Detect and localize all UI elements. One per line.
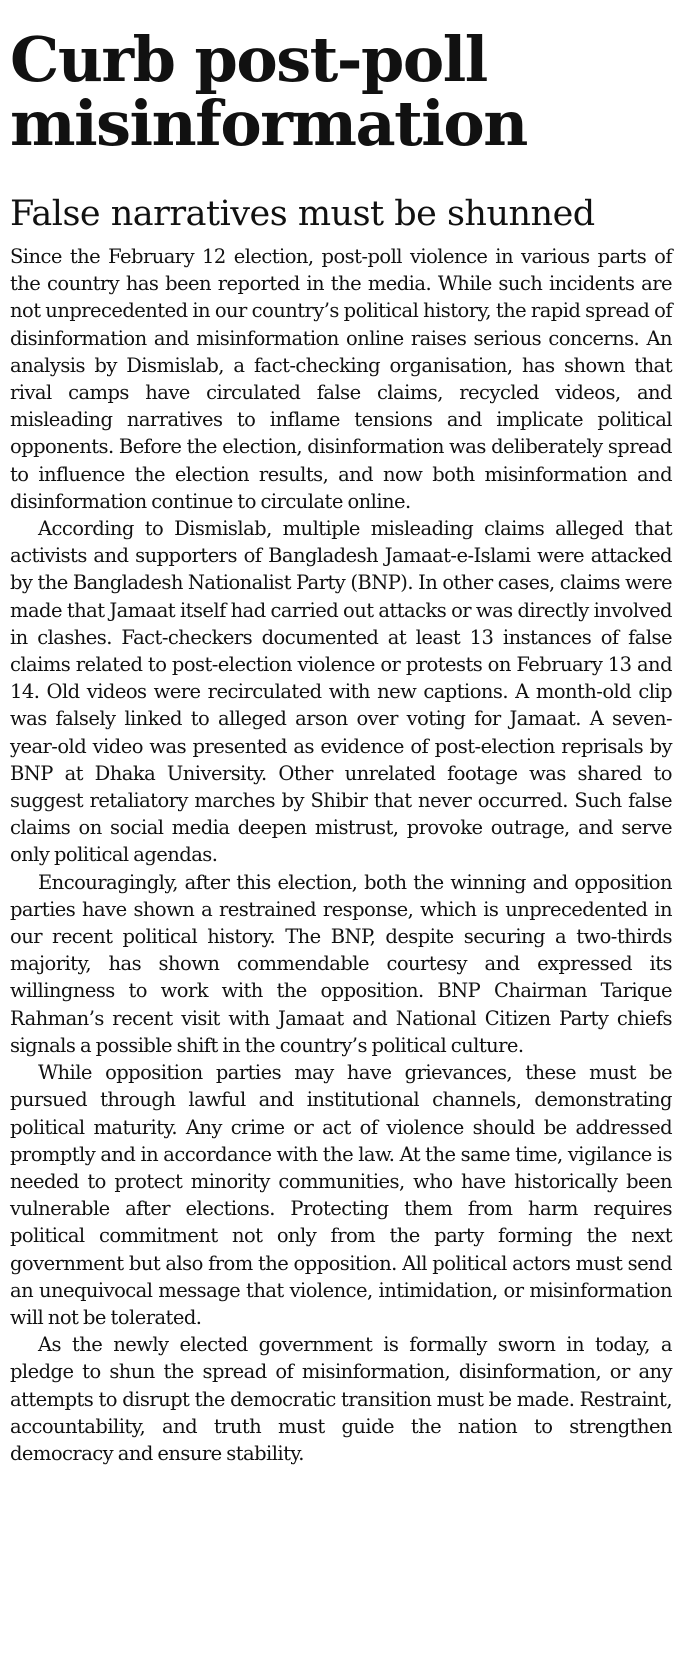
paragraph-1: Since the February 12 election, post-poll violence in various parts of the country has been reported in the media. While such incidents are not unprecedented in our country’s political history, the rapid spread of disinformation and misinformation online raises serious concerns. An analysis by Dismislab, a fact-checking organisation, has shown that rival camps have circulated false claims, recycled videos, and misleading narratives to inflame tensions and implicate political opponents. Before the election, disinformation was deliberately spread to influence the election results, and now both misinformation and disinformation continue to circulate online. [10,245,672,513]
paragraph-5: As the newly elected government is formally sworn in today, a pledge to shun the spread of misinformation, disinformation, or any attempts to disrupt the democratic transition must be made. Restraint, accountability, and truth must guide the nation to strengthen democracy and ensure stability. [10,1333,672,1465]
paragraph-3: Encouragingly, after this election, both the winning and opposition parties have shown a restrained response, which is unprecedented in our recent political history. The BNP, despite securing a two-thirds majority, has shown commendable courtesy and expressed its willingness to work with the opposition. BNP Chairman Tarique Rahman’s recent visit with Jamaat and National Citizen Party chiefs signals a possible shift in the country’s political culture. [10,870,672,1057]
paragraph-2: According to Dismislab, multiple misleading claims alleged that activists and supporters of Bangladesh Jamaat-e-Islami were attacked by the Bangladesh Nationalist Party (BNP). In other cases, claims were made that Jamaat itself had carried out attacks or was directly involved in clashes. Fact-checkers documented at least 13 instances of false claims related to post-election violence or protests on February 13 and 14. Old videos were recirculated with new captions. A month-old clip was falsely linked to alleged arson over voting for Jamaat. A seven-year-old video was presented as evidence of post-election reprisals by BNP at Dhaka University. Other unrelated footage was shared to suggest retaliatory marches by Shibir that never occurred. Such false claims on social media deepen mistrust, provoke outrage, and serve only political agendas. [10,517,672,867]
headline: Curb post-poll misinformation [10,23,527,160]
subheadline: False narratives must be shunned [10,194,595,234]
article-body [10,243,672,1467]
paragraph-4: While opposition parties may have grievances, these must be pursued through lawful and institutional channels, demonstrating political maturity. Any crime or act of violence should be addressed promptly and in accordance with the law. At the same time, vigilance is needed to protect minority communities, who have historically been vulnerable after elections. Protecting them from harm requires political commitment not only from the party forming the next government but also from the opposition. All political actors must send an unequivocal message that violence, intimidation, or misinformation will not be tolerated. [10,1061,672,1329]
